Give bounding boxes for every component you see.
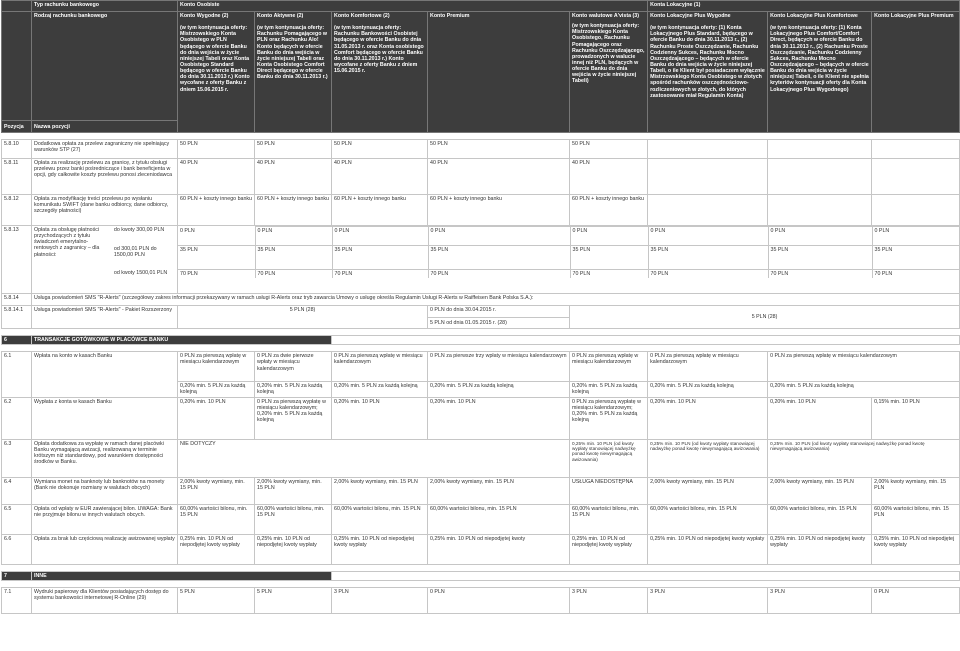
cell: 70 PLN — [178, 270, 255, 279]
cell: 60,00% wartości bilonu, min. 15 PLN — [255, 504, 332, 534]
cell-line: 0 PLN do dnia 30.04.2015 r. — [430, 307, 496, 313]
cell: 40 PLN — [570, 159, 648, 195]
table-row — [2, 504, 960, 534]
cell: 60,00% wartości bilonu, min. 15 PLN — [872, 504, 960, 534]
row-name: Wydruki papierowy dla Klientów posiadających dostęp do systemu bankowości internetowej R-Online (29) — [32, 587, 178, 613]
row-name: Wypłata z konta w kasach Banku — [32, 397, 178, 439]
header-typ: Typ rachunku bankowego — [32, 1, 178, 12]
section-6 — [2, 336, 960, 345]
row-pos: 6.5 — [2, 504, 32, 534]
tier-label: od kwoty 1500,01 PLN — [113, 270, 168, 276]
cell — [648, 195, 768, 226]
header-konto-aktywne — [255, 12, 332, 133]
spacer — [2, 564, 960, 571]
cell: 0,20% min. 10 PLN — [768, 397, 872, 439]
cell: 50 PLN — [255, 140, 332, 159]
col-note: (w tym kontynuacja oferty: Mistrzowskiego Konta Osobistego w PLN będącego w ofercie Banku do dnia wejścia w życie niniejszej Tabeli oraz Konta Osobistego Standard będącego w ofercie Banku do dnia 30.11.2013 r.) Konto wycofane z oferty Banku z dniem 15.06.2015 r. — [180, 25, 250, 93]
row-pos: 5.8.14.1 — [2, 306, 32, 329]
cell — [332, 352, 428, 397]
row-pos: 6.6 — [2, 534, 32, 564]
header-lokacyjne-premium — [872, 12, 960, 133]
cell: 2,00% kwoty wymiany, min. 15 PLN — [332, 477, 428, 504]
cell: 0 PLN — [428, 227, 570, 246]
table-row — [2, 140, 960, 159]
row-name: Opłata za brak lub częściową realizację awizowanej wypłaty — [32, 534, 178, 564]
cell: 50 PLN — [178, 140, 255, 159]
col-note: (w tym kontynuacja oferty: (1) Konta Lokacyjnego Plus Standard, będącego w ofercie Banku do dnia 30.11.2013 r., (2) Rachunku Proste Oszczędzanie, Rachunku Codzienny Sukces, Rachunku Mocno Oszczędzającego – będących w ofercie Banku do dnia wejścia w życie niniejszej Tabeli, o ile Klient był posiadaczem wyłącznie Mistrzowskiego Konta Osobistego w złotych spośród rachunków oszczędnościowo-rozliczeniowych w złotych, do których zastosowanie miał Regulamin Konta) — [650, 25, 765, 99]
cell: 70 PLN — [255, 270, 332, 279]
row-pos: 6.2 — [2, 397, 32, 439]
cell: 0 PLN za pierwszą wypłatę w miesiącu kalendarzowym; 0,20% min. 5 PLN za każdą kolejną — [570, 397, 648, 439]
cell: 50 PLN — [428, 140, 570, 159]
cell-line: 0 PLN za pierwsze trzy wpłaty w miesiącu kalendarzowym — [430, 353, 567, 360]
cell: 0 PLN za pierwszą wypłatę w miesiącu kalendarzowym; 0,20% min. 5 PLN za każdą kolejną — [255, 397, 332, 439]
table-row — [2, 439, 960, 477]
cell — [428, 352, 570, 397]
header-konto-walutowe — [570, 12, 648, 133]
col-note: (w tym kontynuacja oferty: Mistrzowskiego Konta Osobistego, Rachunku Pomagającego oraz Rachunku Oszczędzającego, prowadzonych w walucie innej niż PLN, będących w ofercie Banku do dnia wejścia w życie niniejszej Tabeli) — [572, 23, 645, 85]
header-corner — [2, 1, 32, 12]
tier-label: do kwoty 300,00 PLN — [113, 227, 165, 233]
cell: 2,00% kwoty wymiany, min. 15 PLN — [178, 477, 255, 504]
cell: 60 PLN + koszty innego banku — [570, 195, 648, 226]
section-num: 7 — [2, 571, 32, 580]
cell: 70 PLN — [332, 270, 428, 279]
header-rodzaj: Rodzaj rachunku bankowego — [32, 12, 178, 121]
cell — [648, 352, 768, 397]
row-pos: 5.8.14 — [2, 294, 32, 306]
cell — [178, 352, 255, 397]
cell — [872, 195, 960, 226]
tier-row — [178, 270, 960, 279]
cell: 0 PLN — [178, 227, 255, 246]
header-lokacyjne-komfortowe — [768, 12, 872, 133]
cell: 0 PLN — [872, 227, 960, 246]
spacer — [2, 580, 960, 587]
col-note: (w tym kontynuacja oferty: (1) Konta Lokacyjnego Plus Comfort/Comfort Direct, będących w ofercie Banku do dnia 30.11.2013 r., (2) Rachunku Proste Oszczędzanie, Rachunku Codzienny Sukces, Rachunku Mocno Oszczędzającego – będących w ofercie Banku do dnia wejścia w życie niniejszej Tabeli, o ile Klient nie spełnia kryteriów kontynuacji oferty dla Konta Lokacyjnego Plus Wygodnego) — [770, 25, 869, 93]
cell: 5 PLN (28) — [570, 306, 960, 329]
cell: 2,00% kwoty wymiany, min. 15 PLN — [255, 477, 332, 504]
col-name: Konto Lokacyjne Plus Premium — [874, 13, 954, 19]
header-konto-komfortowe — [332, 12, 428, 133]
cell-line: 0,20% min. 5 PLN za każdą kolejną — [257, 383, 323, 396]
row-name: Opłata za realizację przelewu za granicę, z tytułu obsługi przelewu przez banki pośredniczące i bank beneficjenta w opcji, gdy całkowite koszty przelewu ponosi zleceniodawca — [32, 159, 178, 195]
row-name: Wymiana monet na banknoty lub banknotów na monety (Bank nie dokonuje rozmiany w walutach obcych) — [32, 477, 178, 504]
cell: 35 PLN — [428, 246, 570, 270]
cell: 2,00% kwoty wymiany, min. 15 PLN — [648, 477, 768, 504]
table-row — [2, 587, 960, 613]
cell: 0 PLN — [872, 587, 960, 613]
cell: 60,00% wartości bilonu, min. 15 PLN — [768, 504, 872, 534]
tier-label: od 300,01 PLN do 1500,00 PLN — [113, 246, 157, 259]
cell: 60 PLN + koszty innego banku — [255, 195, 332, 226]
cell: 60,00% wartości bilonu, min. 15 PLN — [332, 504, 428, 534]
row-name: Opłata od wpłaty w EUR zawierającej bilon. UWAGA: Bank nie przyjmuje bilonu w innych walutach obcych. — [32, 504, 178, 534]
table-row — [2, 226, 960, 294]
cell: 60 PLN + koszty innego banku — [332, 195, 428, 226]
col-note: (w tym kontynuacja oferty: Rachunku Pomagającego w PLN oraz Rachunku Alo! Konto będących w ofercie Banku do dnia wejścia w życie niniejszej Tabeli oraz Konta Osobistego Comfort Direct będącego w ofercie Banku do dnia 30.11.2013 r.) — [257, 25, 328, 81]
col-name: Konto Aktywne (2) — [257, 13, 304, 19]
row-name: Opłata dodatkowa za wypłatę w ramach danej placówki Banku wymagającą awizacji, realizowaną w terminie krótszym niż standardowy, pod warunkiem dostępności środków w Banku. — [32, 439, 178, 477]
row-name: Dodatkowa opłata za przelew zagraniczny nie spełniający warunków STP (27) — [32, 140, 178, 159]
table-row — [2, 534, 960, 564]
row-name: Opłata za modyfikację treści przelewu po wysłaniu komunikatu SWIFT (dane banku odbiorcy, dane odbiorcy, szczegóły płatności) — [32, 195, 178, 226]
cell-line: 0,20% min. 5 PLN za każdą kolejną — [650, 383, 734, 390]
cell: 3 PLN — [332, 587, 428, 613]
cell — [768, 352, 960, 397]
cell: 70 PLN — [768, 270, 872, 279]
section-blank — [332, 336, 960, 345]
cell: 2,00% kwoty wymiany, min. 15 PLN — [768, 477, 872, 504]
cell: 0 PLN — [570, 227, 648, 246]
cell: 0,25% min. 10 PLN od niepodjętej kwoty — [428, 534, 570, 564]
cell: 0 PLN — [255, 227, 332, 246]
header-blank — [2, 12, 32, 121]
cell: 0,20% min. 10 PLN — [178, 397, 255, 439]
row-pos: 6.1 — [2, 352, 32, 397]
table-row — [2, 397, 960, 439]
cell: 70 PLN — [428, 270, 570, 279]
row-pos: 6.4 — [2, 477, 32, 504]
header-lokacyjne-wygodne — [648, 12, 768, 133]
section-7 — [2, 571, 960, 580]
table-row — [2, 195, 960, 226]
spacer — [2, 329, 960, 336]
table-row — [2, 477, 960, 504]
cell: 0,20% min. 10 PLN — [428, 397, 570, 439]
header-nazwa: Nazwa pozycji — [32, 121, 178, 133]
col-name: Konto Wygodne (2) — [180, 13, 229, 19]
cell: 35 PLN — [768, 246, 872, 270]
cell — [428, 306, 570, 329]
col-name: Konto Premium — [430, 13, 470, 19]
header-konto-osobiste: Konto Osobiste — [178, 1, 648, 12]
cell: USŁUGA NIEDOSTĘPNA — [570, 477, 648, 504]
row-name — [32, 226, 178, 294]
cell-line: 0,20% min. 5 PLN za każdą kolejną — [572, 383, 638, 396]
cell: 35 PLN — [648, 246, 768, 270]
cell — [768, 159, 872, 195]
cell: 0 PLN — [768, 227, 872, 246]
table-row — [2, 159, 960, 195]
cell: 60,00% wartości bilonu, min. 15 PLN — [178, 504, 255, 534]
tier-labels — [111, 227, 175, 276]
cell — [255, 352, 332, 397]
row-pos: 5.8.10 — [2, 140, 32, 159]
cell-line: 0 PLN za pierwszą wpłatę w miesiącu kalendarzowym — [650, 353, 739, 366]
cell: 35 PLN — [872, 246, 960, 270]
cell-line: 0,20% min. 5 PLN za każdą kolejną — [770, 383, 854, 390]
cell: 0 PLN — [428, 587, 570, 613]
col-name: Konto Lokacyjne Plus Wygodne — [650, 13, 731, 19]
cell: 3 PLN — [648, 587, 768, 613]
row-name: Usługa powiadomień SMS "R-Alerts" (szczegółowy zakres informacji przekazywany w ramach usługi R-Alerts oraz tryb zawarcia Umowy o usługę określa Regulamin Usługi R-Alerts w Raiffeisen Bank Polska S.A.): — [32, 294, 960, 306]
cell: 2,00% kwoty wymiany, min. 15 PLN — [872, 477, 960, 504]
col-name: Konto Komfortowe (2) — [334, 13, 390, 19]
cell: 70 PLN — [570, 270, 648, 279]
cell-line: 5 PLN od dnia 01.05.2015 r. (28) — [428, 317, 569, 328]
section-num: 6 — [2, 336, 32, 345]
cell: 40 PLN — [428, 159, 570, 195]
row-pos: 5.8.12 — [2, 195, 32, 226]
cell: 0,25% min. 10 PLN (od kwoty wypłaty stanowiącej nadwyżkę ponad kwotę niewymagającą awizowania) — [570, 439, 648, 477]
cell: 5 PLN — [178, 587, 255, 613]
cell-line: 0 PLN za pierwszą wpłatę w miesiącu kalendarzowym — [770, 353, 897, 360]
cell: 0 PLN — [648, 227, 768, 246]
cell-line: 0,20% min. 5 PLN za każdą kolejną — [334, 383, 418, 390]
cell: 5 PLN (28) — [178, 306, 428, 329]
cell: 0,15% min. 10 PLN — [872, 397, 960, 439]
row-pos: 5.8.11 — [2, 159, 32, 195]
col-name: Konto walutowe A'vista (3) — [572, 13, 639, 19]
tier-values — [178, 226, 960, 294]
cell — [872, 159, 960, 195]
cell-line: 0 PLN za pierwszą wpłatę w miesiącu kalendarzowym — [334, 353, 423, 366]
cell: 60 PLN + koszty innego banku — [178, 195, 255, 226]
cell: 0,25% min. 10 PLN od niepodjętej kwoty wypłaty — [570, 534, 648, 564]
cell: 60,00% wartości bilonu, min. 15 PLN — [648, 504, 768, 534]
cell: 0,25% min. 10 PLN od niepodjętej kwoty wypłaty — [255, 534, 332, 564]
cell: 60,00% wartości bilonu, min. 15 PLN — [570, 504, 648, 534]
table-row — [2, 306, 960, 329]
cell: 40 PLN — [255, 159, 332, 195]
col-note: (w tym kontynuacja oferty: Rachunku Bankowości Osobistej będącego w ofercie Banku do dnia 31.05.2013 r. oraz Konta osobistego Comfort będącego w ofercie Banku do dnia 30.11.2013 r.) Konto wycofane z oferty Banku z dniem 15.06.2015 r. — [334, 25, 424, 75]
cell-line: 0 PLN za dwie pierwsze wpłaty w miesiącu kalendarzowym — [257, 353, 314, 372]
spacer — [2, 345, 960, 352]
cell: 0,25% min. 10 PLN od niepodjętej kwoty wypłaty — [332, 534, 428, 564]
row-name: Wpłata na konto w kasach Banku — [32, 352, 178, 397]
header-pozycja: Pozycja — [2, 121, 32, 133]
cell: 35 PLN — [332, 246, 428, 270]
cell: 50 PLN — [570, 140, 648, 159]
section-blank — [332, 571, 960, 580]
table-row — [2, 352, 960, 397]
cell: 0,25% min. 10 PLN od niepodjętej kwoty wypłaty — [178, 534, 255, 564]
cell-line: 0 PLN za pierwszą wpłatę w miesiącu kalendarzowym — [572, 353, 639, 366]
cell — [648, 140, 768, 159]
cell: 0,25% min. 10 PLN od niepodjętej kwoty wypłaty — [648, 534, 768, 564]
cell: 0,20% min. 10 PLN — [648, 397, 768, 439]
cell: 50 PLN — [332, 140, 428, 159]
cell-line: 0,20% min. 5 PLN za każdą kolejną — [430, 383, 514, 390]
cell: 35 PLN — [570, 246, 648, 270]
cell-line: 0,20% min. 5 PLN za każdą kolejną — [180, 383, 246, 396]
row-pos: 7.1 — [2, 587, 32, 613]
cell: 60,00% wartości bilonu, min. 15 PLN — [428, 504, 570, 534]
cell — [570, 352, 648, 397]
cell: 0,25% min. 10 PLN (od kwoty wypłaty stanowiącej nadwyżkę ponad kwotę niewymagającą awizowania) — [648, 439, 768, 477]
cell: 0,25% min. 10 PLN od niepodjętej kwoty wypłaty — [872, 534, 960, 564]
cell — [872, 140, 960, 159]
cell-line: 0 PLN za pierwszą wpłatę w miesiącu kalendarzowym — [180, 353, 247, 366]
tier-row — [178, 227, 960, 246]
fee-table — [1, 0, 960, 614]
cell: 35 PLN — [255, 246, 332, 270]
cell: 0,25% min. 10 PLN od niepodjętej kwoty wypłaty — [768, 534, 872, 564]
col-name: Konto Lokacyjne Plus Komfortowe — [770, 13, 858, 19]
cell: 40 PLN — [332, 159, 428, 195]
cell: 3 PLN — [768, 587, 872, 613]
section-title: TRANSAKCJE GOTÓWKOWE W PLACÓWCE BANKU — [32, 336, 332, 345]
cell: 0,25% min. 10 PLN (od kwoty wypłaty stanowiącej nadwyżkę ponad kwotę niewymagającą awizowania) — [768, 439, 960, 477]
row-pos: 5.8.13 — [2, 226, 32, 294]
header-konto-wygodne — [178, 12, 255, 133]
row-pos: 6.3 — [2, 439, 32, 477]
header-konta-lokacyjne: Konta Lokacyjne (1) — [648, 1, 960, 12]
cell: 40 PLN — [178, 159, 255, 195]
tier-row — [178, 246, 960, 270]
row-name-text: Opłata za obsługę płatności przychodzących z tytułu świadczeń emerytalno-rentowych z zagranicy – dla płatności: — [34, 227, 100, 258]
cell: NIE DOTYCZY — [178, 439, 570, 477]
row-name: Usługa powiadomień SMS "R-Alerts" - Pakiet Rozszerzony — [32, 306, 178, 329]
cell: 0,20% min. 10 PLN — [332, 397, 428, 439]
cell — [648, 159, 768, 195]
spacer — [2, 133, 960, 140]
table-row — [2, 294, 960, 306]
cell: 70 PLN — [648, 270, 768, 279]
cell: 70 PLN — [872, 270, 960, 279]
cell: 5 PLN — [255, 587, 332, 613]
cell: 2,00% kwoty wymiany, min. 15 PLN — [428, 477, 570, 504]
section-title: INNE — [32, 571, 332, 580]
header-konto-premium — [428, 12, 570, 133]
cell: 3 PLN — [570, 587, 648, 613]
cell: 60 PLN + koszty innego banku — [428, 195, 570, 226]
cell: 0 PLN — [332, 227, 428, 246]
cell: 35 PLN — [178, 246, 255, 270]
cell — [768, 195, 872, 226]
cell — [768, 140, 872, 159]
